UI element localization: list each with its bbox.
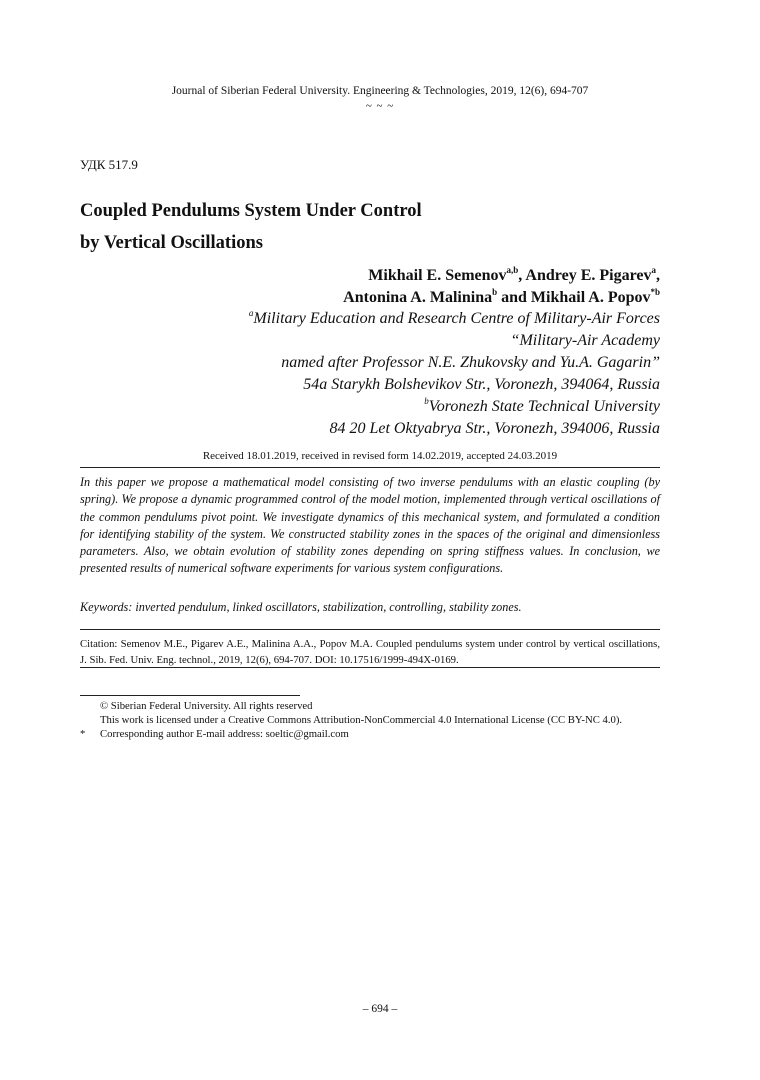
affiliation-b-line: $^b$Voronezh State Technical University bbox=[424, 395, 660, 415]
author-name: Andrey E. Pigarev bbox=[525, 267, 652, 284]
author-separator: , bbox=[656, 267, 660, 284]
affiliations bbox=[249, 308, 660, 440]
authors-line-2 bbox=[343, 287, 660, 309]
keywords: Keywords: inverted pendulum, linked oscillators, stabilization, controlling, stability zones. bbox=[80, 600, 522, 614]
affiliation-a-line: 54a Starykh Bolshevikov Str., Voronezh, 394064, Russia bbox=[303, 376, 660, 393]
title-line-1: Coupled Pendulums System Under Control bbox=[80, 201, 422, 221]
abstract-top-rule bbox=[80, 467, 660, 468]
title-line-2: by Vertical Oscillations bbox=[80, 233, 263, 253]
author-affil-mark: a,b bbox=[506, 264, 519, 275]
footnote-corresponding: * Corresponding author E-mail address: soeltic@gmail.com bbox=[80, 728, 349, 740]
affiliation-a-line: “Military-Air Academy bbox=[510, 332, 660, 349]
author-separator: , bbox=[518, 267, 526, 284]
affiliation-a-line: $^a$Military Education and Research Centre of Military-Air Forces bbox=[248, 307, 660, 327]
page-number: – 694 – bbox=[362, 1003, 398, 1015]
footnote-license: This work is licensed under a Creative Commons Attribution-NonCommercial 4.0 International License (CC BY-NC 4.0). bbox=[100, 714, 623, 726]
author-name: Antonina A. Malinina bbox=[343, 289, 493, 306]
affiliation-a-line: named after Professor N.E. Zhukovsky and Yu.A. Gagarin” bbox=[281, 354, 660, 371]
affiliation-b-line: 84 20 Let Oktyabrya Str., Voronezh, 394006, Russia bbox=[329, 420, 660, 437]
abstract: In this paper we propose a mathematical model consisting of two inverse pendulums with an elastic coupling (by spring). We propose a dynamic programmed control of the model motion, implemented through vertical oscillations of the common pendulums pivot point. We investigate dynamics of this mechanical system, and formulated a condition for identifying stability of the system. We constructed stability zones in the spaces of the original and dimensionless parameters. Also, we obtain evolution of stability zones depending on spring stiffness values. In conclusion, we presented results of numerical software experiments for various system configurations. bbox=[80, 475, 660, 576]
author-affil-mark: b bbox=[492, 286, 498, 297]
citation-top-rule bbox=[80, 629, 660, 630]
journal-header: Journal of Siberian Federal University. Engineering & Technologies, 2019, 12(6), 694-707 bbox=[171, 85, 589, 97]
footnote-mark: * bbox=[80, 728, 86, 740]
author-affil-mark: a bbox=[651, 264, 656, 275]
authors-line-1 bbox=[343, 265, 660, 287]
footnote-rule bbox=[80, 695, 300, 696]
citation-bottom-rule bbox=[80, 667, 660, 668]
affil-mark: b bbox=[424, 395, 429, 406]
author-list bbox=[343, 265, 660, 309]
citation: Citation: Semenov M.E., Pigarev A.E., Malinina A.A., Popov M.A. Coupled pendulums system under control by vertical oscillations, J. Sib. Fed. Univ. Eng. technol., 2019, 12(6), 694-707. DOI: 10.17516/1999-494X-0169. bbox=[80, 638, 660, 666]
paper-title bbox=[80, 195, 422, 259]
author-affil-mark: *b bbox=[650, 286, 660, 297]
affil-mark: a bbox=[248, 307, 254, 318]
author-name: Mikhail E. Semenov bbox=[368, 267, 507, 284]
footnote-copyright: © Siberian Federal University. All rights reserved bbox=[100, 700, 313, 712]
header-divider: ~ ~ ~ bbox=[365, 100, 395, 112]
received-dates: Received 18.01.2019, received in revised form 14.02.2019, accepted 24.03.2019 bbox=[202, 450, 558, 462]
author-separator: and bbox=[497, 289, 531, 306]
udk-code: УДК 517.9 bbox=[80, 157, 138, 172]
author-name: Mikhail A. Popov bbox=[530, 289, 651, 306]
